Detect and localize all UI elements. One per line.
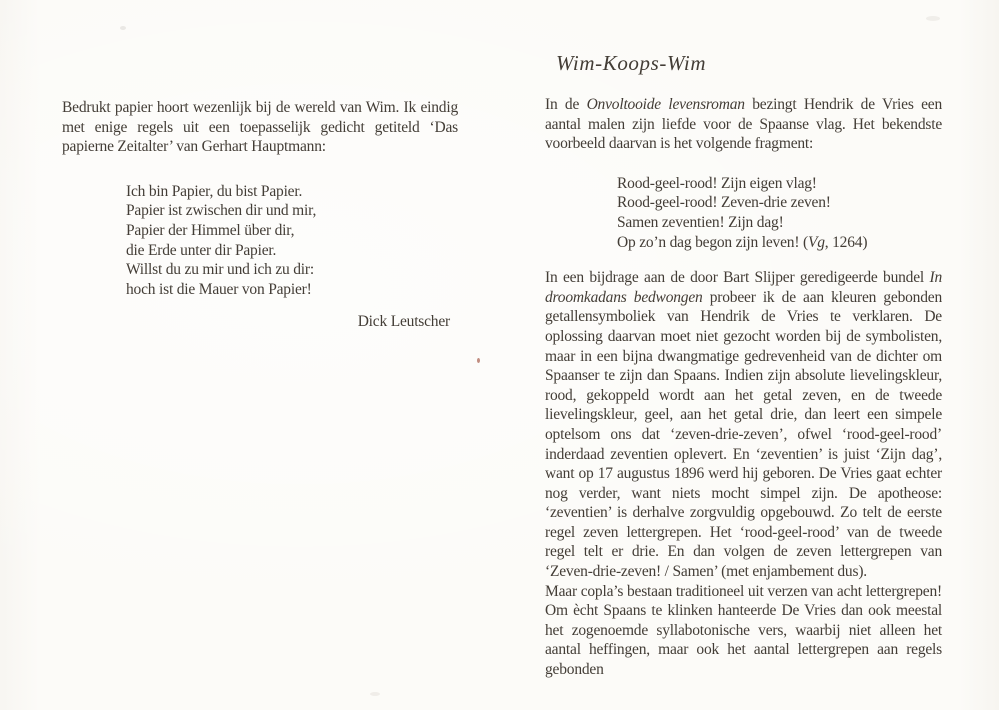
poem-line	[617, 233, 942, 253]
text-segment: bezingt Hendrik de Vries een aantal malen zijn liefde voor de Spaanse vlag. Het bekendste voorbeeld daarvan is het volgende fragment:	[545, 96, 942, 153]
text-segment: Rood-geel-rood! Zeven-drie zeven!	[617, 194, 831, 212]
text-segment: Onvoltooide levensroman	[586, 96, 745, 113]
symboliek-paragraph	[545, 268, 942, 582]
poem-line	[126, 221, 458, 241]
text-segment: In een bijdrage aan de door Bart Slijper geredigeerde bundel	[545, 269, 930, 287]
text-segment: Willst du zu mir und ich zu dir:	[126, 261, 314, 279]
text-segment: Rood-geel-rood! Zijn eigen vlag!	[617, 174, 817, 192]
poem-line	[126, 201, 458, 221]
left-page	[62, 98, 458, 332]
poem-line	[126, 280, 458, 300]
devries-poem	[617, 174, 942, 252]
text-segment: Vg	[807, 233, 825, 251]
poem-line	[617, 174, 942, 194]
poem-line	[126, 260, 458, 280]
scan-speck-red	[477, 358, 480, 363]
scan-smudge	[926, 16, 940, 21]
text-segment: probeer ik de aan kleuren gebonden getallensymboliek van Hendrik de Vries te verklaren. De oplossing daarvan moet niet gezocht worden bij de symbolisten, maar in een bijna dwangmatige gedrevenheid van de dichter om Spaanser te zijn dan Spaans. Indien zijn absolute lievelingskleur, rood, gekoppeld wordt aan het getal zeven, en de tweede lievelingskleur, geel, aan het getal drie, dan leert een simpele optelsom ons dat ‘zeven-drie-zeven’, ofwel ‘rood-geel-rood’ inderdaad zeventien oplevert. En ‘zeventien’ is juist ‘Zijn dag’, want op 17 augustus 1896 werd hij geboren. De Vries gaat echter nog verder, want niets mocht simpel zijn. De apotheose: ‘zeventien’ is derhalve zorgvuldig opgebouwd. Zo telt de eerste regel zeven lettergrepen. Het ‘rood-geel-rood’ van de tweede regel telt er drie. En dan volgen de zeven lettergrepen van ‘Zeven-drie-zeven! / Samen’ (met enjambement dus).	[545, 288, 942, 581]
text-segment: Op zo’n dag begon zijn leven! (	[617, 233, 808, 251]
text-segment: Papier ist zwischen dir und mir,	[126, 202, 317, 220]
text-segment: In de	[545, 96, 587, 113]
scan-speck	[120, 26, 126, 30]
poem-line	[617, 193, 942, 213]
hauptmann-poem	[126, 182, 458, 300]
text-segment: Ich bin Papier, du bist Papier.	[126, 182, 303, 200]
text-segment: Papier der Himmel über dir,	[126, 221, 295, 239]
text-segment: Maar copla’s bestaan traditioneel uit verzen van acht lettergrepen! Om ècht Spaans te klinken hanteerde De Vries dan ook meestal het zogenoemde syllabotonische vers, waarbij niet alleen het aantal heffingen, maar ook het aantal lettergrepen aan regels gebonden	[545, 582, 942, 679]
scan-smudge	[370, 692, 380, 696]
text-segment: In droomkadans bedwongen	[545, 269, 942, 306]
right-intro-paragraph	[545, 95, 942, 154]
text-segment: die Erde unter dir Papier.	[126, 241, 277, 259]
poem-line	[617, 213, 942, 233]
poem-attribution: Dick Leutscher	[357, 313, 450, 331]
right-page	[545, 50, 942, 680]
text-segment: Samen zeventien! Zijn dag!	[617, 213, 784, 231]
poem-line	[126, 182, 458, 202]
poem-line	[126, 241, 458, 261]
text-segment: Bedrukt papier hoort wezenlijk bij de wereld van Wim. Ik eindig met enige regels uit een toepasselijk gedicht getiteld ‘Das papierne Zeitalter’ van Gerhart Hauptmann:	[62, 99, 458, 156]
text-segment: hoch ist die Mauer von Papier!	[126, 280, 312, 298]
copla-paragraph	[545, 582, 942, 680]
chapter-title: Wim-Koops-Wim	[556, 51, 707, 75]
text-segment: , 1264)	[824, 233, 868, 251]
left-intro-paragraph	[62, 98, 458, 157]
